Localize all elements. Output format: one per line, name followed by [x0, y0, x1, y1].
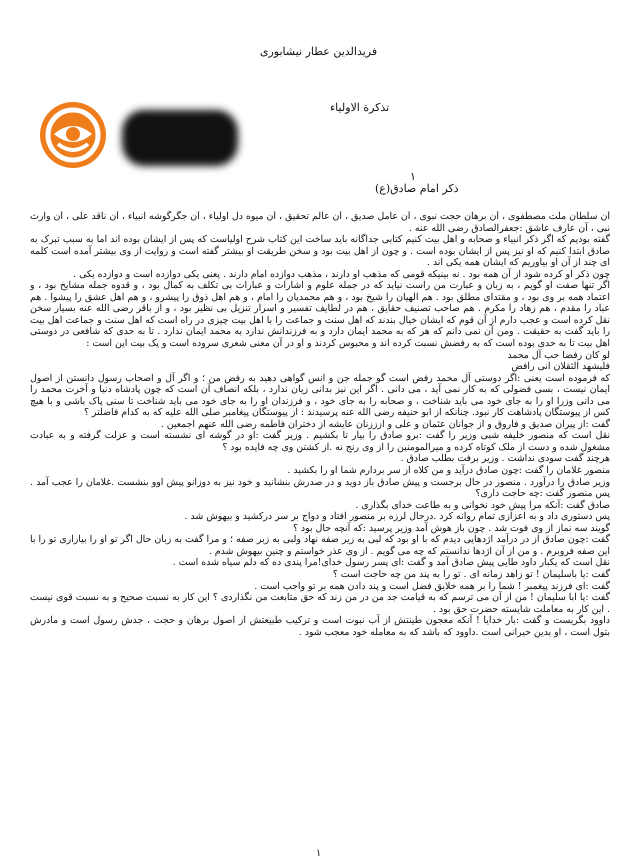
page-number: ۱ — [315, 848, 322, 859]
paragraph: چون ذکر او کرده شود از آن همه بود . نه بینیکه قومی که مذهب او دارند ، مذهب دوازده امام دارند . یعنی یکی دوازده است و دوازده یکی . — [73, 268, 610, 280]
paragraph: منصور غلامان را گفت :چون صادق درآید و من کلاه از سر بردارم شما او را بکشید . — [287, 465, 610, 477]
paragraph: وزیر صادق را درآورد . منصور در حال برجست و پیش صادق باز دوید و در صدرش بنشانید و خود نیز به دوزانو پیش اوو بنشست .غلامان را عجب آمد . پس منصور گفت :چه حاجت داری؟ — [30, 476, 610, 500]
paragraph: هرچند گفت سودی نداشت . وزیر برفت بطلب صادق . — [400, 453, 610, 465]
paragraph: صادق گفت :آنکه مرا پیش خود نخوانی و به طاعت خدای بگذاری . — [355, 499, 610, 511]
chapter-number: ۱ — [410, 170, 416, 183]
paragraph: گفته بودیم که اگر ذکر انبیاء و صحابه و اهل بیت کنیم کتابی جداگانه باید ساخت این کتاب شرح اولیاست که پس از ایشان بوده اند اما به سبب تبرک به صادق ابتدا کنیم که او نیز پس از ایشان بوده است . و چون از اهل بیت بود و سخن طریقت او بیشتر گفته است و روایت از وی بیشتر آمده است کلمه ای چند از آن او بیاوریم که ایشان همه یکی اند . — [30, 234, 610, 269]
paragraph: پس دستوری داد و به اعزازی تمام روانه کرد .درحال لرزه بر منصور افتاد و دواج بر سر درکشید و بیهوش شد . — [184, 511, 610, 523]
paragraph: گفت :از پیران صدیق و فاروق و از جوانان عثمان و علی و ازززنان عایشه از دختران فاطمه رضی الله عنهم اجمعین . — [160, 418, 610, 430]
paragraph: گفت :ای فرزند پیغمبر ! شما را بر همه خلایق فضل است و پند دادن همه بر تو واجب است . — [254, 580, 610, 592]
paragraph: گفت :چون صادق از در درآمد اژدهایی دیدم که با او بود که لبی به زیر صفه نهاد ولبی به زبر صفه ؛ و مرا گفت به زبان حال اگر تو او را بیازاری تو را با این صفه فروبرم . و من از آن اژدها ندانستم که چه می گویم . از وی عذر خواستم و چنین بیهوش شدم . — [30, 534, 610, 557]
paragraph: اگر تنها صفت او گویم ، به زبان و عبارت من راست نیاید که در جمله علوم و اشارات و عبارات بی تکلف به کمال بود ، و قدوه جمله مشایخ بود ، و اعتماد همه بر وی بود ، و مقتدای مطلق بود . هم الهیان را شیخ بود ، و هم محمدیان را امام ، و هم اهل ذوق را پیشرو ، و هم اهل عشق را پیشوا . هم عباد را مقدم ، هم زهاد را مکرم . هم صاحب تصنیف حقایق ، هم در لطایف تفسیر و اسرار تنزیل بی نظیر بود ، و از باقر رضی الله عنه بسیار سخن نقل کرده است و عجب دارم از آن قوم که ایشان خیال بندند که اهل سنت و جماعت را با اهل بیت چیزی در راه است که اهل سنت و جماعت اهل بیت را باید گفت به حقیقت . ومن آن نمی دانم که هر که به محمد ایمان دارد و به فرزندانش ندارد به محمد ایمان ندارد . تا به حدی که شافعی در دوستی اهل بیت تا به حدی بوده است که به رفضش نسبت کرده اند و محبوس کردند و او در آن معنی شعری سروده است و یک بیت این است : — [30, 280, 610, 350]
body-text — [30, 211, 610, 833]
verse-line: فلیشهد الثقلان انی رافض — [511, 361, 610, 373]
publisher-logo-icon — [38, 100, 108, 170]
paragraph: گفت :یا باسلیمان ! تو زاهد زمانه ای . تو را به پند من چه حاجت است ؟ — [332, 568, 610, 580]
paragraph: که فرموده است یعنی :اگر دوستی آل محمد رفض است گو جمله جن و انس گواهی دهید به رفض من ؛ و اگر آل و اصحاب رسول دانستن از اصول ایمان نیست ، بسی فضولی که به کار نمی آید ، می دانی . اگر این نیز بدانی زیان ندارد ، بلکه انصاف آن است که چون پادشاه دنیا و آخرت محمد را می دانی وزرا او را به جای خود می باید شناخت ، و صحابه را به جای خود ، و فرزندان او را به جای خود می باید شناخت تا سنی پاک باشی و با هیچ کس از پیوستگان پادشاهت کار نبود. چنانکه از ابو حنیفه رضی الله عنه پرسیدند : از پیوستگان پیغامبر صلی الله علیه که به کدام فاضلتر ؟ — [30, 372, 610, 419]
author-name: فریدالدین عطار نیشابوری — [259, 45, 378, 58]
paragraph: نقل است که منصور خلیفه شبی وزیر را گفت :برو صادق را بیار تا بکشیم . وزیر گفت :او در گوشه ای نشسته است و عزلت گرفته و به عبادت مشغول شده و دست از ملک کوتاه کرده و میرالمومنین را از وی رنج نه .از کشتن وی چه فایده بود ؟ — [30, 430, 610, 453]
paragraph: داوود بگریست و گفت :بار خدایا ! آنکه معجون طینتش از آب نبوت است و ترکیب طبیعتش از اصول برهان و حجت ، جدش رسول است و مادرش بتول است ، او بدین حیرانی است .داوود که باشد که به معامله خود معجب شود . — [30, 615, 610, 638]
paragraph: نقل است که یکبار داود طایی پیش صادق آمد و گفت :ای پسر رسول خدای!مرا پندی ده که دلم سیاه شده است . — [172, 557, 610, 569]
book-title: تذکرة الاولیاء — [330, 101, 390, 114]
paragraph: گویند سه نماز از وی فوت شد . چون باز هوش آمد وزیر پرسید :که آنچه حال بود ؟ — [292, 522, 610, 534]
verse-line: لو کان رفضا حب آل محمد — [507, 349, 610, 361]
paragraph: گفت :یا ابا سلیمان ! من از آن می ترسم که به قیامت جد من در من زند که حق متابعت من نگذاردی ؟ این کار به نسبت صحیح و به نسبت قوی نیست . این کار به معاملت شایسته حضرت حق بود . — [30, 592, 610, 615]
redacted-publisher-name — [122, 110, 238, 166]
paragraph: آن سلطان ملت مصطفوی ، آن برهان حجت نبوی ، آن عامل صدیق ، آن عالم تحقیق ، آن میوه دل اولیاء ، آن جگرگوشه انبیاء ، آن ناقد علی ، آن وارث نبی ، آن عارف عاشق :جعفرالصادق رضی الله عنه . — [30, 211, 610, 234]
chapter-title: ذکر امام صادق(ع) — [375, 182, 459, 195]
